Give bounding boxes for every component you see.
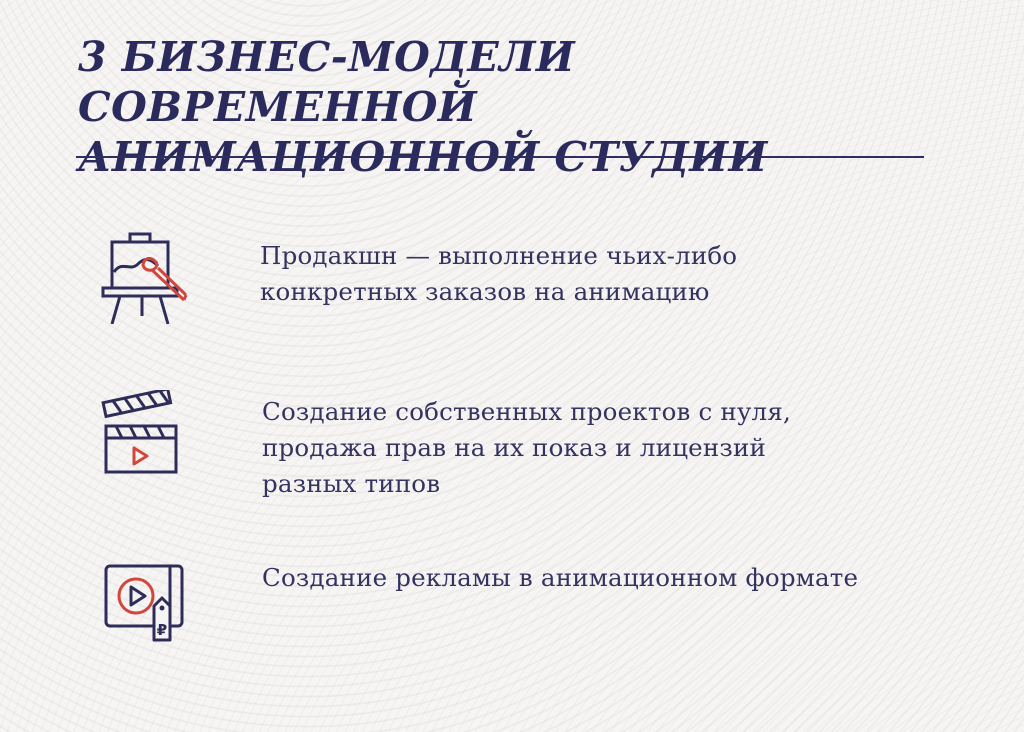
easel-paintbrush-icon xyxy=(98,232,190,324)
item-text: Продакшн — выполнение чьих-либо конкретных заказов на анимацию xyxy=(260,241,738,306)
item-text: Создание рекламы в анимационном формате xyxy=(262,563,859,592)
clapperboard-icon xyxy=(98,390,190,482)
ruble-sign: ₽ xyxy=(156,621,168,639)
item-text: Создание собственных проектов с нуля, продажа прав на их показ и лицензий разных типов xyxy=(262,397,791,498)
video-price-tag-icon xyxy=(98,556,190,648)
title-divider xyxy=(76,156,924,158)
page-title: 3 БИЗНЕС-МОДЕЛИ СОВРЕМЕННОЙ АНИМАЦИОННОЙ СТУДИИ xyxy=(78,33,768,181)
